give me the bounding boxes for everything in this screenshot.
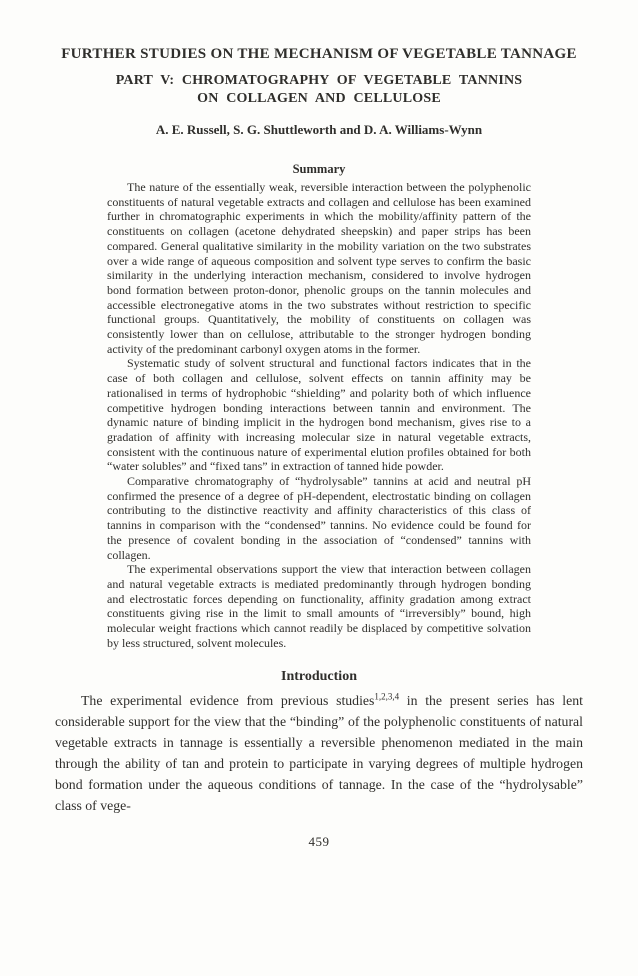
page-number: 459 xyxy=(308,833,330,849)
summary-paragraph: Comparative chromatography of “hydrolysable” tannins at acid and neutral pH confirmed the presence of a degree of pH-dependent, electrostatic binding on collagen contributing to the distinctive reactivity and affinity characteristics of this class of tannins in comparison with the “condensed” tannins. No evidence could be found for the presence of covalent bonding in the association of “condensed” tannins with collagen. xyxy=(107,474,531,562)
summary-heading: Summary xyxy=(292,162,346,176)
intro-paragraph xyxy=(55,690,583,816)
paper-subtitle xyxy=(0,72,638,108)
citation-superscript: 1,2,3,4 xyxy=(374,690,400,701)
summary-paragraph: The experimental observations support the view that interaction between collagen and natural vegetable extracts is mediated predominantly through hydrogen bonding and electrostatic forces depending on functionality, affinity gradation among extract constituents giving rise in the limit to small amounts of “irreversibly” bound, high molecular weight fractions which cannot readily be displaced by competitive solvation by less structured, solvent molecules. xyxy=(107,562,531,650)
paper-subtitle-line1: PART V: CHROMATOGRAPHY OF VEGETABLE TANNINS xyxy=(115,73,523,88)
summary-section xyxy=(107,180,531,651)
summary-paragraph: Systematic study of solvent structural and functional factors indicates that in the case of both collagen and cellulose, solvent effects on tannin affinity may be rationalised in terms of hydrophobic “shielding” and polarity both of which influence competitive hydrogen bonding interactions between tannin and environment. The dynamic nature of binding implicit in the hydrogen bond mechanism, gives rise to a gradation of affinity with increasing molecular size in natural vegetable extracts, consistent with the continuous nature of experimental elution profiles obtained for both “water solubles” and “fixed tans” in extraction of tanned hide powder. xyxy=(107,356,531,474)
summary-paragraph: The nature of the essentially weak, reversible interaction between the polyphenolic constituents of natural vegetable extracts and collagen and cellulose has been examined further in chromatographic experiments in which the mobility/affinity pattern of the constituents on collagen (acetone dehydrated sheepskin) and paper strips has been compared. General qualitative similarity in the mobility variation on the two substrates over a wide range of aqueous composition and solvent type serves to confirm the basic similarity in the underlying interaction mechanism, considered to involve hydrogen bond formation between proton-donor, phenolic groups on the tannin molecules and accessible electronegative atoms in the two substrates without restriction to specific functional groups. Quantitatively, the mobility of constituents on collagen was consistently lower than on cellulose, attributable to the stronger hydrogen bonding activity of the predominant carbonyl oxygen atoms in the former. xyxy=(107,180,531,356)
intro-text-segment: The experimental evidence from previous studies xyxy=(81,692,375,708)
paper-title: FURTHER STUDIES ON THE MECHANISM OF VEGETABLE TANNAGE xyxy=(61,46,577,62)
paper-subtitle-line2: ON COLLAGEN AND CELLULOSE xyxy=(197,91,441,106)
intro-text-segment: in the present series has lent considerable support for the view that the “binding” of the polyphenolic constituents of natural vegetable extracts in tannage is essentially a reversible phenomenon mediated in the main through the ability of tan and protein to participate in varying degrees of multiple hydrogen bond formation under the aqueous conditions of tannage. In the case of the “hydrolysable” class of vege- xyxy=(55,692,583,813)
authors-line: A. E. Russell, S. G. Shuttleworth and D. A. Williams-Wynn xyxy=(155,122,483,137)
introduction-section xyxy=(55,690,583,816)
introduction-heading: Introduction xyxy=(281,668,357,684)
